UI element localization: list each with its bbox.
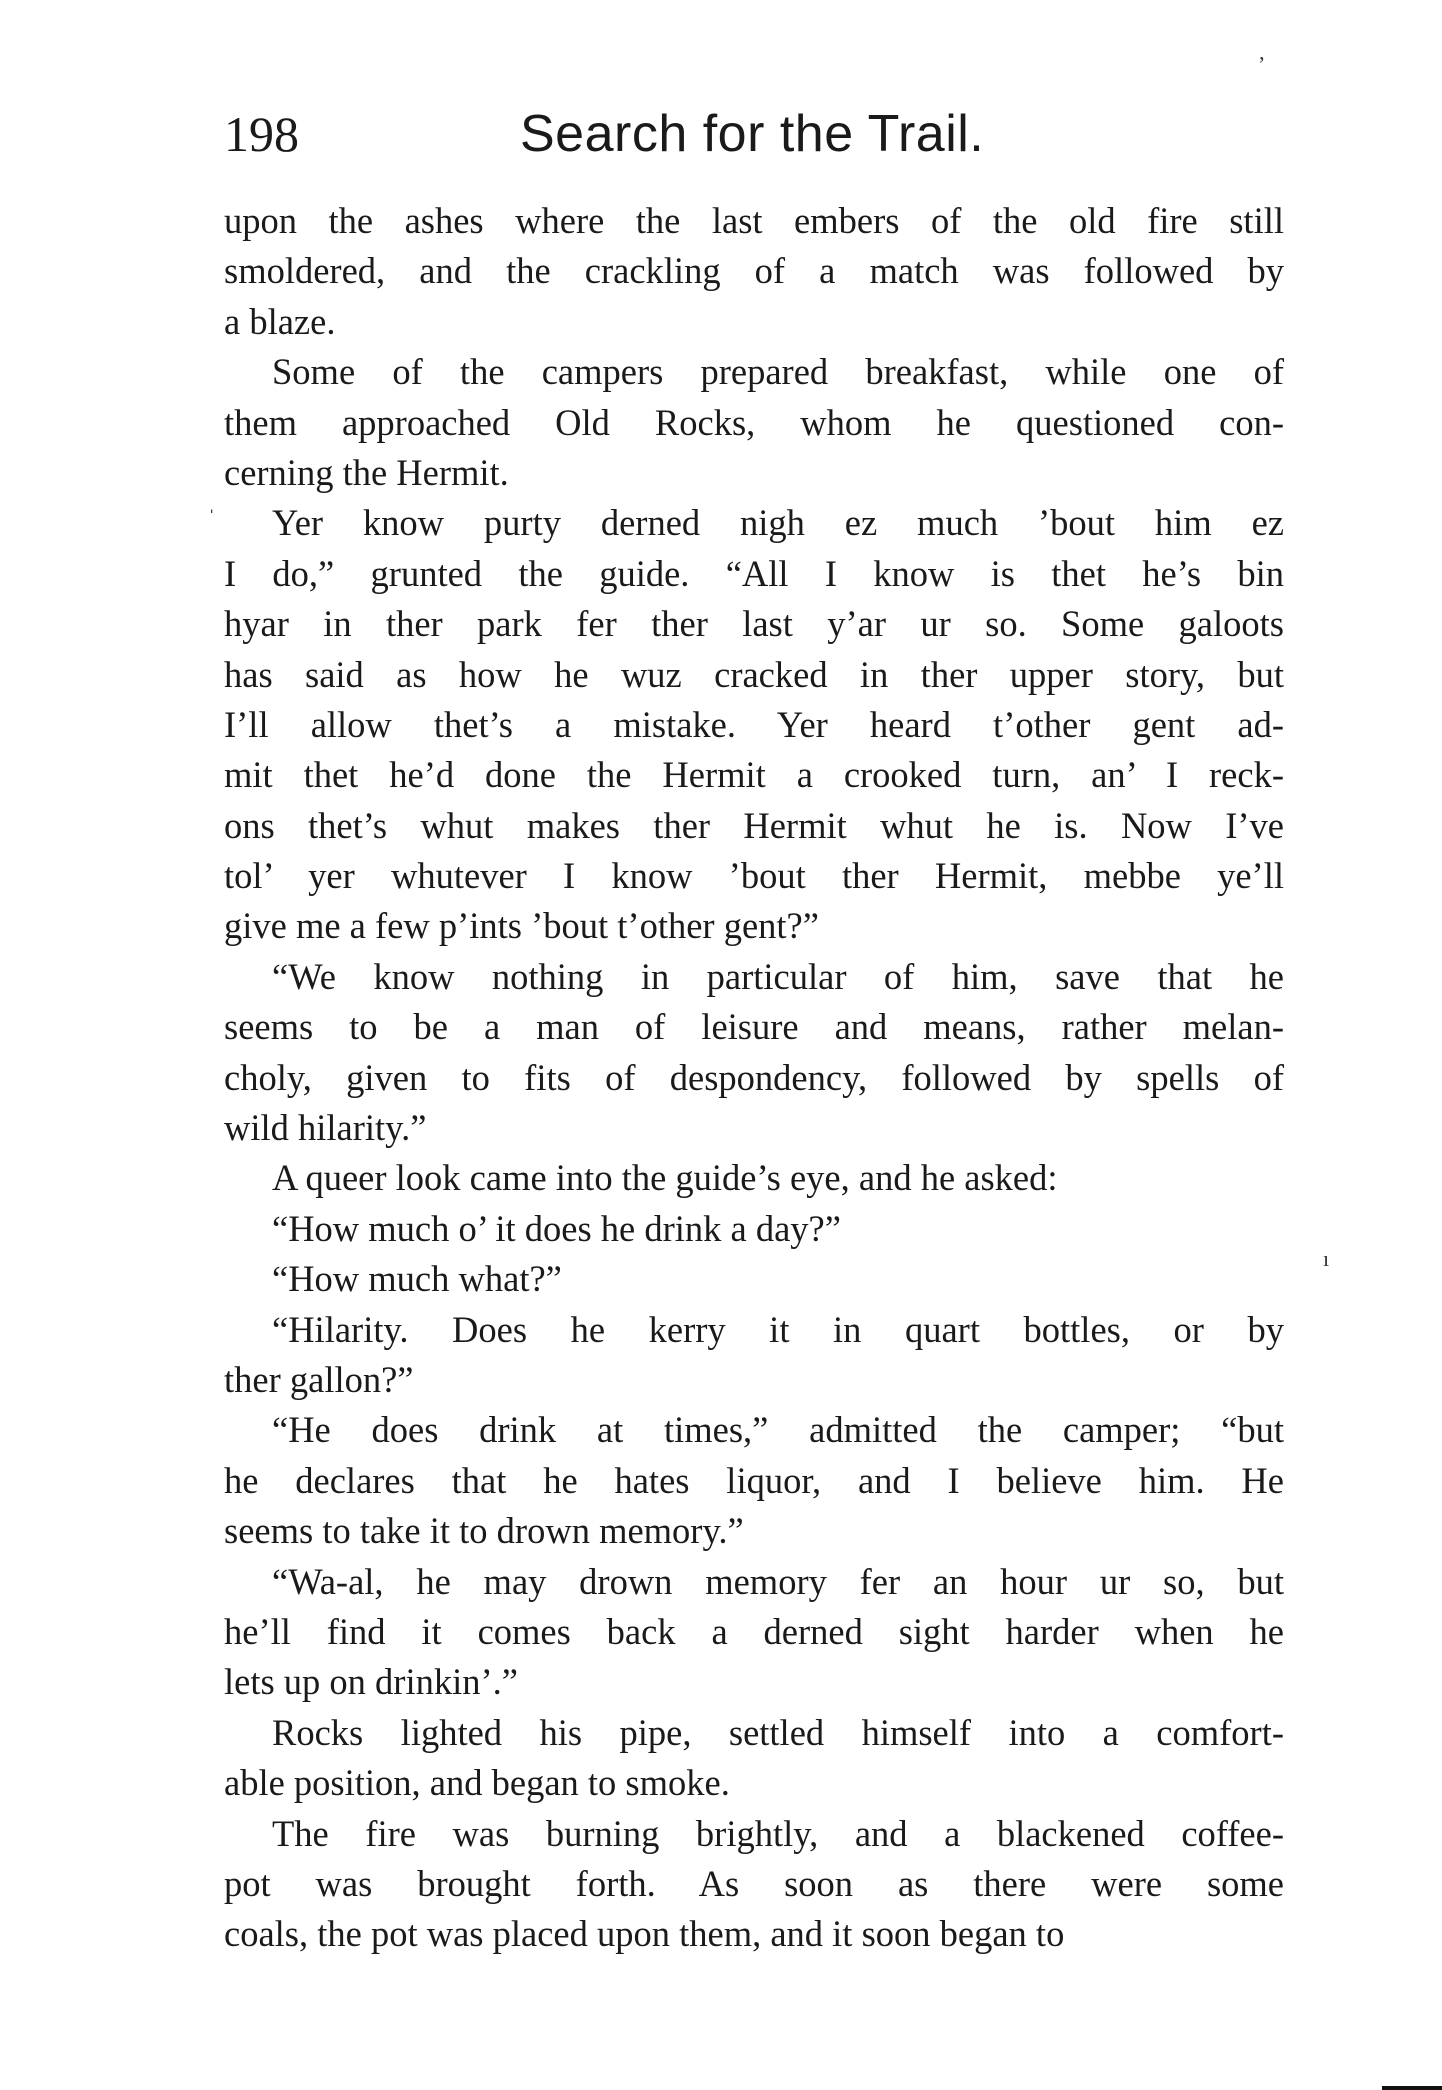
text-line: mit thet he’d done the Hermit a crooked turn, an’ I reck- [224,754,1284,796]
page-number: 198 [224,106,299,162]
margin-tick: ı [1323,1246,1330,1271]
text-line: a blaze. [224,300,336,342]
text-line: I do,” grunted the guide. “All I know is thet he’s bin [224,552,1284,594]
text-line: tol’ yer whutever I know ’bout ther Hermit, mebbe ye’ll [224,855,1284,897]
paragraph [224,1153,1284,1203]
paragraph [224,1305,1284,1406]
page-header [224,104,1284,174]
text-line: choly, given to fits of despondency, followed by spells of [224,1056,1284,1098]
paragraph [224,1708,1284,1809]
text-line: “We know nothing in particular of him, save that he [272,955,1284,997]
text-line: “How much what?” [272,1258,562,1300]
text-line: Rocks lighted his pipe, settled himself into a comfort- [272,1711,1284,1753]
paragraph [224,196,1284,347]
corner-rule [1382,2086,1442,2090]
text-line: he’ll find it comes back a derned sight harder when he [224,1610,1284,1652]
paragraph [224,952,1284,1154]
paragraph [224,1557,1284,1708]
text-line: upon the ashes where the last embers of the old fire still [224,200,1284,241]
text-line: “Wa-al, he may drown memory fer an hour ur so, but [272,1560,1284,1602]
text-line: ther gallon?” [224,1358,414,1400]
text-line: Some of the campers prepared breakfast, while one of [272,351,1284,393]
paragraph [224,347,1284,498]
paragraph [224,1254,1284,1304]
text-line: cerning the Hermit. [224,451,509,493]
paragraph [224,1809,1284,1960]
text-line: give me a few p’ints ’bout t’other gent?” [224,905,819,947]
text-line: seems to take it to drown memory.” [224,1510,744,1552]
text-line: “How much o’ it does he drink a day?” [272,1207,841,1249]
text-line: able position, and began to smoke. [224,1762,730,1804]
text-line: Yer know purty derned nigh ez much ’bout him ez [272,502,1284,544]
body-text [224,196,1284,1960]
text-line: them approached Old Rocks, whom he questioned con- [224,401,1284,443]
paragraph [224,1204,1284,1254]
paragraph [224,498,1284,952]
margin-tick: ˌ [208,488,216,513]
text-line: smoldered, and the crackling of a match was followed by [224,250,1284,292]
text-line: “He does drink at times,” admitted the camper; “but [272,1409,1284,1451]
text-line: seems to be a man of leisure and means, rather melan- [224,1006,1284,1048]
paragraph [224,1405,1284,1556]
text-line: pot was brought forth. As soon as there were some [224,1862,1284,1904]
text-line: “Hilarity. Does he kerry it in quart bottles, or by [272,1308,1284,1350]
text-line: coals, the pot was placed upon them, and it soon began to [224,1913,1065,1955]
text-line: ons thet’s whut makes ther Hermit whut he is. Now I’ve [224,804,1284,846]
text-line: The fire was burning brightly, and a blackened coffee- [272,1812,1284,1854]
text-line: I’ll allow thet’s a mistake. Yer heard t’other gent ad- [224,703,1284,745]
text-line: he declares that he hates liquor, and I believe him. He [224,1459,1284,1501]
text-line: has said as how he wuz cracked in ther upper story, but [224,653,1284,695]
text-line: lets up on drinkin’.” [224,1661,518,1703]
print-speck: ʼ [1258,52,1266,77]
text-line: A queer look came into the guide’s eye, and he asked: [272,1157,1058,1199]
running-title: Search for the Trail. [520,105,985,163]
text-line: wild hilarity.” [224,1107,427,1149]
text-line: hyar in ther park fer ther last y’ar ur so. Some galoots [224,603,1284,645]
